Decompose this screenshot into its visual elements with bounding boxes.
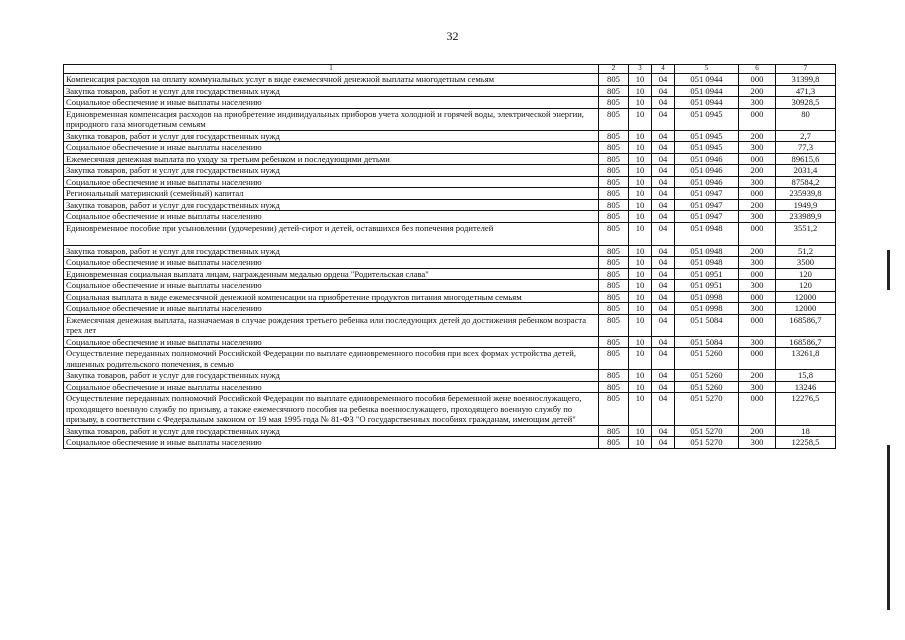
- cell-ved: 805: [599, 425, 629, 437]
- cell-ved: 805: [599, 291, 629, 303]
- cell-rz: 10: [629, 142, 652, 154]
- cell-vr: 300: [739, 280, 776, 292]
- cell-name: Осуществление переданных полномочий Российской Федерации по выплате единовременного пособия при всех формах устройства детей, лишенных родительского попечения, в семью: [64, 348, 599, 370]
- cell-vr: 200: [739, 245, 776, 257]
- cell-sum: 12276,5: [776, 393, 836, 426]
- cell-ved: 805: [599, 314, 629, 336]
- cell-pr: 04: [652, 257, 675, 269]
- cell-pr: 04: [652, 176, 675, 188]
- cell-csr: 051 5270: [675, 425, 739, 437]
- cell-pr: 04: [652, 425, 675, 437]
- cell-name: Ежемесячная денежная выплата, назначаемая в случае рождения третьего ребенка или последующих детей до достижения ребенком возраста трех лет: [64, 314, 599, 336]
- cell-pr: 04: [652, 336, 675, 348]
- cell-rz: 10: [629, 130, 652, 142]
- cell-csr: 051 0947: [675, 211, 739, 223]
- cell-name: Социальное обеспечение и иные выплаты населению: [64, 280, 599, 292]
- cell-ved: 805: [599, 393, 629, 426]
- cell-ved: 805: [599, 108, 629, 130]
- cell-sum: 89615,6: [776, 153, 836, 165]
- cell-name: Закупка товаров, работ и услуг для государственных нужд: [64, 425, 599, 437]
- cell-csr: 051 0944: [675, 97, 739, 109]
- cell-name: Социальное обеспечение и иные выплаты населению: [64, 142, 599, 154]
- cell-sum: 51,2: [776, 245, 836, 257]
- cell-csr: 051 5270: [675, 437, 739, 449]
- cell-ved: 805: [599, 153, 629, 165]
- table-row: [64, 370, 836, 382]
- cell-vr: 000: [739, 222, 776, 245]
- cell-ved: 805: [599, 280, 629, 292]
- column-number: 6: [739, 65, 776, 74]
- cell-pr: 04: [652, 268, 675, 280]
- cell-name: Социальное обеспечение и иные выплаты населению: [64, 97, 599, 109]
- cell-rz: 10: [629, 280, 652, 292]
- cell-sum: 87584,2: [776, 176, 836, 188]
- cell-csr: 051 0944: [675, 74, 739, 86]
- table-row: [64, 268, 836, 280]
- cell-name: Социальное обеспечение и иные выплаты населению: [64, 437, 599, 449]
- cell-sum: 471,3: [776, 85, 836, 97]
- cell-rz: 10: [629, 108, 652, 130]
- cell-sum: 12258,5: [776, 437, 836, 449]
- cell-name: Закупка товаров, работ и услуг для государственных нужд: [64, 85, 599, 97]
- table-row: [64, 303, 836, 315]
- cell-name: Социальное обеспечение и иные выплаты населению: [64, 176, 599, 188]
- cell-pr: 04: [652, 199, 675, 211]
- cell-sum: 120: [776, 268, 836, 280]
- table-row: [64, 74, 836, 86]
- page-edge-mark: [887, 250, 890, 290]
- table-row: [64, 188, 836, 200]
- cell-ved: 805: [599, 85, 629, 97]
- cell-vr: 200: [739, 165, 776, 177]
- cell-ved: 805: [599, 437, 629, 449]
- cell-rz: 10: [629, 85, 652, 97]
- cell-pr: 04: [652, 165, 675, 177]
- cell-rz: 10: [629, 165, 652, 177]
- cell-rz: 10: [629, 245, 652, 257]
- cell-pr: 04: [652, 188, 675, 200]
- table-row: [64, 437, 836, 449]
- cell-csr: 051 0945: [675, 108, 739, 130]
- cell-sum: 31399,8: [776, 74, 836, 86]
- table-row: [64, 257, 836, 269]
- cell-csr: 051 0951: [675, 268, 739, 280]
- cell-name: Закупка товаров, работ и услуг для государственных нужд: [64, 245, 599, 257]
- cell-name: Социальное обеспечение и иные выплаты населению: [64, 257, 599, 269]
- column-number: 3: [629, 65, 652, 74]
- table-row: [64, 245, 836, 257]
- cell-vr: 200: [739, 425, 776, 437]
- cell-vr: 200: [739, 199, 776, 211]
- cell-rz: 10: [629, 97, 652, 109]
- cell-vr: 000: [739, 268, 776, 280]
- cell-csr: 051 0945: [675, 130, 739, 142]
- cell-pr: 04: [652, 153, 675, 165]
- cell-ved: 805: [599, 188, 629, 200]
- cell-rz: 10: [629, 153, 652, 165]
- cell-rz: 10: [629, 437, 652, 449]
- column-number: 1: [64, 65, 599, 74]
- cell-name: Единовременное пособие при усыновлении (удочерении) детей-сирот и детей, оставшихся без попечения родителей: [64, 222, 599, 245]
- cell-csr: 051 5260: [675, 381, 739, 393]
- cell-pr: 04: [652, 303, 675, 315]
- cell-vr: 000: [739, 393, 776, 426]
- cell-vr: 300: [739, 97, 776, 109]
- cell-vr: 300: [739, 303, 776, 315]
- cell-vr: 000: [739, 314, 776, 336]
- cell-vr: 000: [739, 348, 776, 370]
- table-row: [64, 85, 836, 97]
- cell-ved: 805: [599, 336, 629, 348]
- cell-name: Закупка товаров, работ и услуг для государственных нужд: [64, 199, 599, 211]
- cell-pr: 04: [652, 381, 675, 393]
- page-edge-mark: [887, 445, 890, 610]
- cell-name: Единовременная социальная выплата лицам, награжденным медалью ордена "Родительская слава": [64, 268, 599, 280]
- table-row: [64, 280, 836, 292]
- table-row: [64, 291, 836, 303]
- cell-ved: 805: [599, 257, 629, 269]
- cell-vr: 000: [739, 74, 776, 86]
- cell-vr: 000: [739, 291, 776, 303]
- cell-rz: 10: [629, 188, 652, 200]
- cell-csr: 051 5270: [675, 393, 739, 426]
- cell-csr: 051 0945: [675, 142, 739, 154]
- page-number: 32: [446, 29, 459, 43]
- cell-pr: 04: [652, 370, 675, 382]
- cell-name: Закупка товаров, работ и услуг для государственных нужд: [64, 165, 599, 177]
- cell-sum: 3500: [776, 257, 836, 269]
- cell-ved: 805: [599, 348, 629, 370]
- cell-vr: 200: [739, 370, 776, 382]
- cell-sum: 2,7: [776, 130, 836, 142]
- cell-vr: 300: [739, 211, 776, 223]
- cell-ved: 805: [599, 245, 629, 257]
- cell-csr: 051 0998: [675, 303, 739, 315]
- cell-pr: 04: [652, 437, 675, 449]
- cell-name: Социальная выплата в виде ежемесячной денежной компенсации на приобретение продуктов питания многодетным семьям: [64, 291, 599, 303]
- cell-rz: 10: [629, 314, 652, 336]
- table-row: [64, 381, 836, 393]
- table-row: [64, 222, 836, 245]
- cell-name: Закупка товаров, работ и услуг для государственных нужд: [64, 370, 599, 382]
- cell-vr: 000: [739, 108, 776, 130]
- cell-name: Социальное обеспечение и иные выплаты населению: [64, 381, 599, 393]
- cell-name: Социальное обеспечение и иные выплаты населению: [64, 211, 599, 223]
- column-number: 2: [599, 65, 629, 74]
- cell-pr: 04: [652, 74, 675, 86]
- cell-sum: 13261,8: [776, 348, 836, 370]
- cell-vr: 000: [739, 188, 776, 200]
- table-row: [64, 153, 836, 165]
- cell-csr: 051 0946: [675, 153, 739, 165]
- cell-ved: 805: [599, 142, 629, 154]
- cell-pr: 04: [652, 222, 675, 245]
- cell-sum: 77,3: [776, 142, 836, 154]
- table-body: [64, 74, 836, 449]
- table-row: [64, 393, 836, 426]
- cell-ved: 805: [599, 176, 629, 188]
- table-row: [64, 176, 836, 188]
- table-row: [64, 142, 836, 154]
- cell-rz: 10: [629, 336, 652, 348]
- cell-name: Осуществление переданных полномочий Российской Федерации по выплате единовременного пособия беременной жене военнослужащего, проходящего военную службу по призыву, а также ежемесячного пособия на ребенка военнослужащего, проходящего военную службу по призыву, в соответствии с Федеральным законом от 19 мая 1995 года № 81-ФЗ "О государственных пособиях гражданам, имеющим детей": [64, 393, 599, 426]
- table-row: [64, 314, 836, 336]
- cell-ved: 805: [599, 222, 629, 245]
- cell-rz: 10: [629, 268, 652, 280]
- column-number: 4: [652, 65, 675, 74]
- cell-pr: 04: [652, 211, 675, 223]
- cell-rz: 10: [629, 257, 652, 269]
- table-row: [64, 130, 836, 142]
- column-number-row: [64, 65, 836, 74]
- cell-sum: 30928,5: [776, 97, 836, 109]
- cell-csr: 051 0944: [675, 85, 739, 97]
- table-row: [64, 425, 836, 437]
- budget-table: [63, 64, 836, 449]
- cell-ved: 805: [599, 381, 629, 393]
- cell-csr: 051 0946: [675, 165, 739, 177]
- cell-sum: 120: [776, 280, 836, 292]
- cell-csr: 051 0947: [675, 199, 739, 211]
- table-row: [64, 165, 836, 177]
- table-row: [64, 336, 836, 348]
- cell-name: Единовременная компенсация расходов на приобретение индивидуальных приборов учета холодной и горячей воды, электрической энергии, природного газа многодетным семьям: [64, 108, 599, 130]
- cell-vr: 000: [739, 153, 776, 165]
- cell-csr: 051 0951: [675, 280, 739, 292]
- cell-csr: 051 5260: [675, 370, 739, 382]
- cell-pr: 04: [652, 348, 675, 370]
- cell-pr: 04: [652, 280, 675, 292]
- cell-name: Закупка товаров, работ и услуг для государственных нужд: [64, 130, 599, 142]
- cell-vr: 300: [739, 142, 776, 154]
- cell-csr: 051 0946: [675, 176, 739, 188]
- cell-pr: 04: [652, 393, 675, 426]
- column-number: 5: [675, 65, 739, 74]
- cell-rz: 10: [629, 74, 652, 86]
- cell-pr: 04: [652, 314, 675, 336]
- cell-ved: 805: [599, 268, 629, 280]
- cell-pr: 04: [652, 142, 675, 154]
- cell-vr: 300: [739, 336, 776, 348]
- cell-vr: 300: [739, 381, 776, 393]
- cell-sum: 18: [776, 425, 836, 437]
- cell-pr: 04: [652, 97, 675, 109]
- cell-pr: 04: [652, 245, 675, 257]
- cell-csr: 051 5084: [675, 314, 739, 336]
- cell-csr: 051 0948: [675, 222, 739, 245]
- cell-rz: 10: [629, 348, 652, 370]
- cell-ved: 805: [599, 199, 629, 211]
- cell-name: Компенсация расходов на оплату коммунальных услуг в виде ежемесячной денежной выплаты многодетным семьям: [64, 74, 599, 86]
- cell-rz: 10: [629, 393, 652, 426]
- cell-csr: 051 5084: [675, 336, 739, 348]
- cell-csr: 051 5260: [675, 348, 739, 370]
- table-row: [64, 108, 836, 130]
- cell-ved: 805: [599, 211, 629, 223]
- cell-sum: 12000: [776, 291, 836, 303]
- cell-vr: 200: [739, 85, 776, 97]
- cell-name: Социальное обеспечение и иные выплаты населению: [64, 336, 599, 348]
- cell-name: Социальное обеспечение и иные выплаты населению: [64, 303, 599, 315]
- column-number: 7: [776, 65, 836, 74]
- cell-pr: 04: [652, 130, 675, 142]
- cell-rz: 10: [629, 211, 652, 223]
- cell-name: Региональный материнский (семейный) капитал: [64, 188, 599, 200]
- cell-sum: 13246: [776, 381, 836, 393]
- cell-sum: 233989,9: [776, 211, 836, 223]
- table-row: [64, 199, 836, 211]
- cell-rz: 10: [629, 222, 652, 245]
- cell-ved: 805: [599, 370, 629, 382]
- cell-ved: 805: [599, 130, 629, 142]
- cell-rz: 10: [629, 425, 652, 437]
- cell-sum: 15,8: [776, 370, 836, 382]
- cell-rz: 10: [629, 291, 652, 303]
- cell-ved: 805: [599, 303, 629, 315]
- cell-csr: 051 0998: [675, 291, 739, 303]
- table-row: [64, 348, 836, 370]
- cell-sum: 235939,8: [776, 188, 836, 200]
- cell-vr: 300: [739, 257, 776, 269]
- cell-csr: 051 0947: [675, 188, 739, 200]
- cell-pr: 04: [652, 108, 675, 130]
- cell-sum: 12000: [776, 303, 836, 315]
- cell-ved: 805: [599, 165, 629, 177]
- cell-sum: 168586,7: [776, 314, 836, 336]
- table-row: [64, 211, 836, 223]
- cell-ved: 805: [599, 74, 629, 86]
- cell-rz: 10: [629, 199, 652, 211]
- cell-vr: 300: [739, 437, 776, 449]
- cell-vr: 300: [739, 176, 776, 188]
- cell-sum: 80: [776, 108, 836, 130]
- cell-vr: 200: [739, 130, 776, 142]
- cell-pr: 04: [652, 85, 675, 97]
- cell-sum: 168586,7: [776, 336, 836, 348]
- cell-csr: 051 0948: [675, 245, 739, 257]
- cell-rz: 10: [629, 303, 652, 315]
- cell-sum: 1949,9: [776, 199, 836, 211]
- cell-ved: 805: [599, 97, 629, 109]
- cell-rz: 10: [629, 370, 652, 382]
- cell-rz: 10: [629, 381, 652, 393]
- cell-rz: 10: [629, 176, 652, 188]
- cell-pr: 04: [652, 291, 675, 303]
- cell-csr: 051 0948: [675, 257, 739, 269]
- table-row: [64, 97, 836, 109]
- cell-name: Ежемесячная денежная выплата по уходу за третьим ребенком и последующими детьми: [64, 153, 599, 165]
- cell-sum: 3551,2: [776, 222, 836, 245]
- cell-sum: 2031,4: [776, 165, 836, 177]
